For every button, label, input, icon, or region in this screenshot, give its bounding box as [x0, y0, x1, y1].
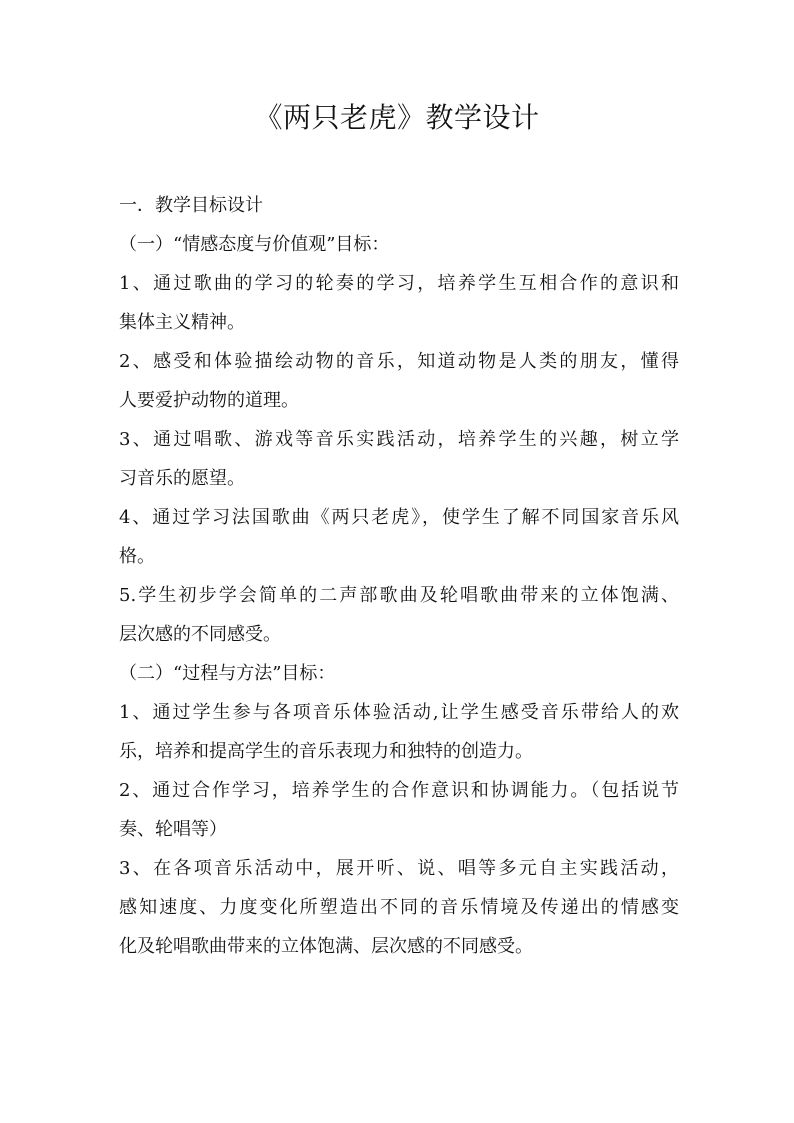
paragraph-line: 4、通过学习法国歌曲《两只老虎》，使学生了解不同国家音乐风 [119, 507, 679, 528]
paragraph-line: 层次感的不同感受。 [119, 624, 281, 645]
document-body [119, 186, 679, 966]
paragraph-line: 3、在各项音乐活动中，展开听、说、唱等多元自主实践活动， [119, 858, 679, 879]
paragraph-line: 化及轮唱歌曲带来的立体饱满、层次感的不同感受。 [119, 936, 533, 957]
paragraph-line: 感知速度、力度变化所塑造出不同的音乐情境及传递出的情感变 [119, 897, 679, 918]
document-title: 《两只老虎》教学设计 [254, 101, 540, 134]
subsection-heading: （二）“过程与方法”目标： [119, 663, 336, 684]
paragraph-line: 乐，培养和提高学生的音乐表现力和独特的创造力。 [119, 741, 533, 762]
paragraph-line: 人要爱护动物的道理。 [119, 390, 299, 411]
paragraph-line: 2、通过合作学习，培养学生的合作意识和协调能力。（包括说节 [119, 780, 679, 801]
paragraph-line: 格。 [119, 546, 155, 567]
section-heading: 一．教学目标设计 [119, 195, 263, 216]
paragraph-line: 2、感受和体验描绘动物的音乐，知道动物是人类的朋友，懂得 [119, 351, 679, 372]
paragraph-line: 集体主义精神。 [119, 312, 245, 333]
paragraph-line: 习音乐的愿望。 [119, 468, 245, 489]
paragraph-line: 3、通过唱歌、游戏等音乐实践活动，培养学生的兴趣，树立学 [119, 429, 679, 450]
paragraph-line: 1、通过学生参与各项音乐体验活动,让学生感受音乐带给人的欢 [119, 702, 679, 723]
paragraph-line: 1、通过歌曲的学习的轮奏的学习，培养学生互相合作的意识和 [119, 273, 679, 294]
subsection-heading: （一）“情感态度与价值观”目标： [119, 234, 390, 255]
paragraph-line: 奏、轮唱等） [119, 819, 227, 840]
paragraph-line: 5.学生初步学会简单的二声部歌曲及轮唱歌曲带来的立体饱满、 [119, 585, 679, 606]
